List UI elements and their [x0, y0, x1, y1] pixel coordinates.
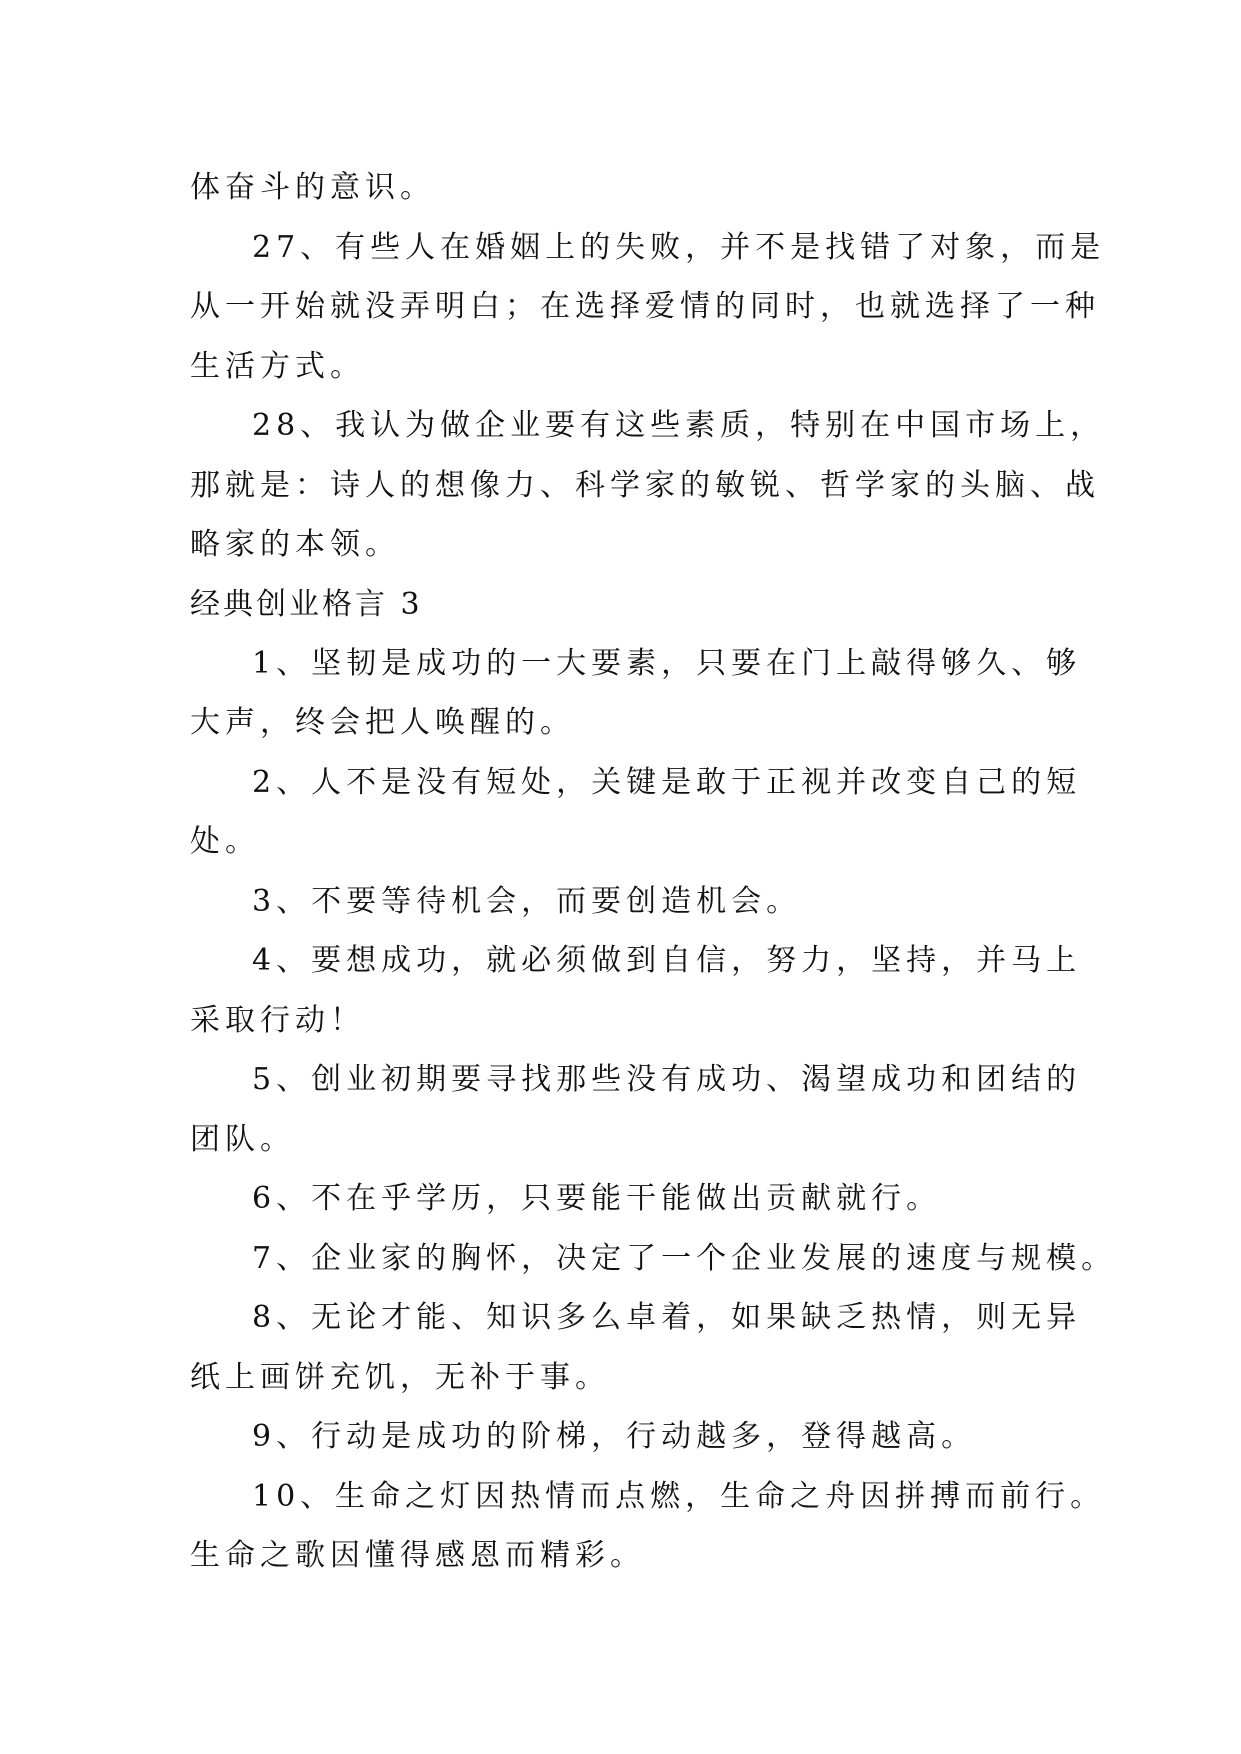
text-line: 采取行动！	[190, 1002, 365, 1038]
paragraph-5-line: 5、创业初期要寻找那些没有成功、渴望成功和团结的	[252, 1062, 1082, 1097]
paragraph-10-line: 10、生命之灯因热情而点燃，生命之舟因拼搏而前行。	[252, 1478, 1106, 1514]
document-body	[190, 158, 1117, 1586]
text-line: 从一开始就没弄明白；在选择爱情的同时，也就选择了一种	[190, 289, 1100, 324]
paragraph-7-line: 7、企业家的胸怀，决定了一个企业发展的速度与规模。	[252, 1240, 1117, 1276]
text-line: 团队。	[190, 1121, 295, 1157]
paragraph-6-line: 6、不在乎学历，只要能干能做出贡献就行。	[252, 1181, 942, 1216]
paragraph-1-line: 1、坚韧是成功的一大要素，只要在门上敲得够久、够	[252, 645, 1082, 681]
paragraph-3-line: 3、不要等待机会，而要创造机会。	[252, 883, 802, 919]
text-line: 处。	[190, 824, 260, 859]
paragraph-28-line: 28、我认为做企业要有这些素质，特别在中国市场上，	[252, 408, 1106, 443]
text-line: 体奋斗的意识。	[190, 170, 435, 205]
text-line: 纸上画饼充饥，无补于事。	[190, 1359, 610, 1395]
text-line: 略家的本领。	[190, 527, 400, 562]
paragraph-4-line: 4、要想成功，就必须做到自信，努力，坚持，并马上	[252, 943, 1082, 978]
text-line: 那就是：诗人的想像力、科学家的敏锐、哲学家的头脑、战	[190, 467, 1100, 503]
text-line: 生命之歌因懂得感恩而精彩。	[190, 1538, 645, 1573]
paragraph-9-line: 9、行动是成功的阶梯，行动越多，登得越高。	[252, 1419, 977, 1454]
text-line: 大声，终会把人唤醒的。	[190, 705, 575, 740]
section-heading: 经典创业格言 3	[190, 586, 423, 622]
paragraph-27-line: 27、有些人在婚姻上的失败，并不是找错了对象，而是	[252, 229, 1106, 265]
paragraph-8-line: 8、无论才能、知识多么卓着，如果缺乏热情，则无异	[252, 1300, 1082, 1335]
paragraph-2-line: 2、人不是没有短处，关键是敢于正视并改变自己的短	[252, 764, 1082, 800]
text-line: 生活方式。	[190, 348, 365, 384]
